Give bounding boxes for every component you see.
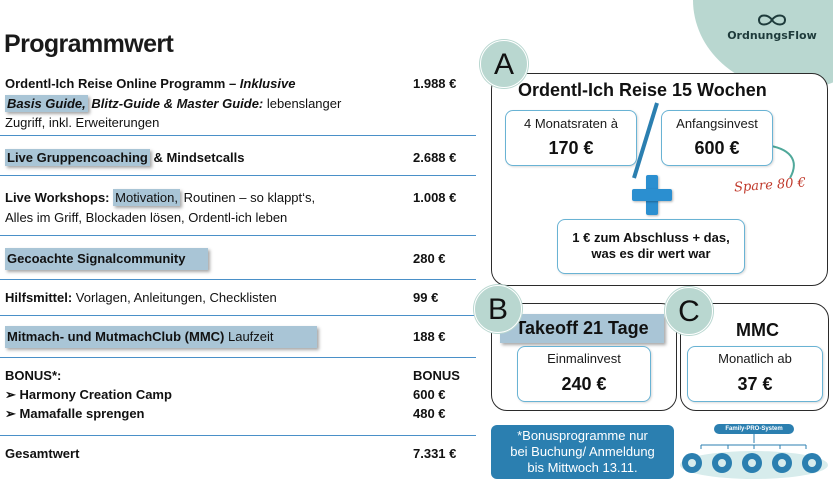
total-label: Gesamtwert	[5, 446, 80, 461]
offer-a-final-card: 1 € zum Abschluss + das, was es dir wert war	[557, 219, 745, 274]
program-row-price: 99 €	[413, 290, 439, 305]
program-row-desc: Live Workshops: Motivation, Routinen – so klappt‘s, Alles im Griff, Blockaden lösen, Ordentl-ich leben	[5, 190, 316, 225]
arrow-icon: ➢	[5, 406, 20, 421]
offer-b-title: Takeoff 21 Tage	[500, 314, 664, 343]
offer-a-badge: A	[480, 40, 528, 88]
divider-slash	[634, 103, 657, 178]
list-item: ➢ Harmony Creation Camp	[5, 387, 172, 402]
bonus-prices: BONUS 600 € 480 €	[413, 368, 460, 421]
highlight: Basis Guide,	[7, 95, 86, 111]
offer-c-title: MMC	[736, 320, 779, 340]
offer-c-badge: C	[665, 287, 713, 335]
highlight: Motivation,	[115, 190, 179, 205]
program-row-price: 1.988 €	[413, 76, 457, 91]
program-row-price: 188 €	[413, 329, 446, 344]
program-row-desc: Live Gruppencoaching & Mindsetcalls	[7, 150, 245, 165]
program-row-desc: Ordentl-Ich Reise Online Programm – Inklusive Basis Guide, Blitz-Guide & Master Guide: lebenslanger Zugriff, inkl. Erweiterungen	[5, 76, 342, 130]
offer-a-title: Ordentl-Ich Reise 15 Wochen	[518, 80, 767, 100]
highlight: Gecoachte Signalcommunity	[5, 248, 208, 270]
offer-b-card: Einmalinvest 240 €	[517, 346, 651, 402]
program-row-price: 2.688 €	[413, 150, 457, 165]
arrow-icon: ➢	[5, 387, 20, 402]
bonus-note: *Bonusprogramme nur bei Buchung/ Anmeldung bis Mittwoch 13.11.	[491, 425, 674, 479]
highlight: Live Gruppencoaching	[7, 150, 148, 165]
offer-c-card: Monatlich ab 37 €	[687, 346, 823, 402]
offer-a-initial-card: Anfangsinvest 600 €	[661, 110, 773, 166]
program-row-price: 280 €	[413, 251, 446, 266]
offer-b-badge: B	[474, 285, 522, 333]
page-title: Programmwert	[4, 30, 174, 58]
highlight: Mitmach- und MutmachClub (MMC) Laufzeit	[5, 326, 317, 348]
family-system-label: Family-PRO-System	[714, 424, 794, 434]
list-item: ➢ Mamafalle sprengen	[5, 406, 145, 421]
program-row-price: 1.008 €	[413, 190, 457, 205]
family-system-graphic	[676, 421, 831, 483]
program-row-desc: Hilfsmittel: Vorlagen, Anleitungen, Checklisten	[5, 290, 277, 305]
plus-icon	[632, 175, 672, 215]
bonus-list: BONUS*: ➢ Harmony Creation Camp ➢ Mamafalle sprengen	[5, 368, 172, 421]
logo-text: OrdnungsFlow	[727, 29, 817, 42]
offer-a-monthly-card: 4 Monatsraten à 170 €	[505, 110, 637, 166]
save-note: Spare 80 €	[733, 175, 807, 196]
total-price: 7.331 €	[413, 446, 457, 461]
